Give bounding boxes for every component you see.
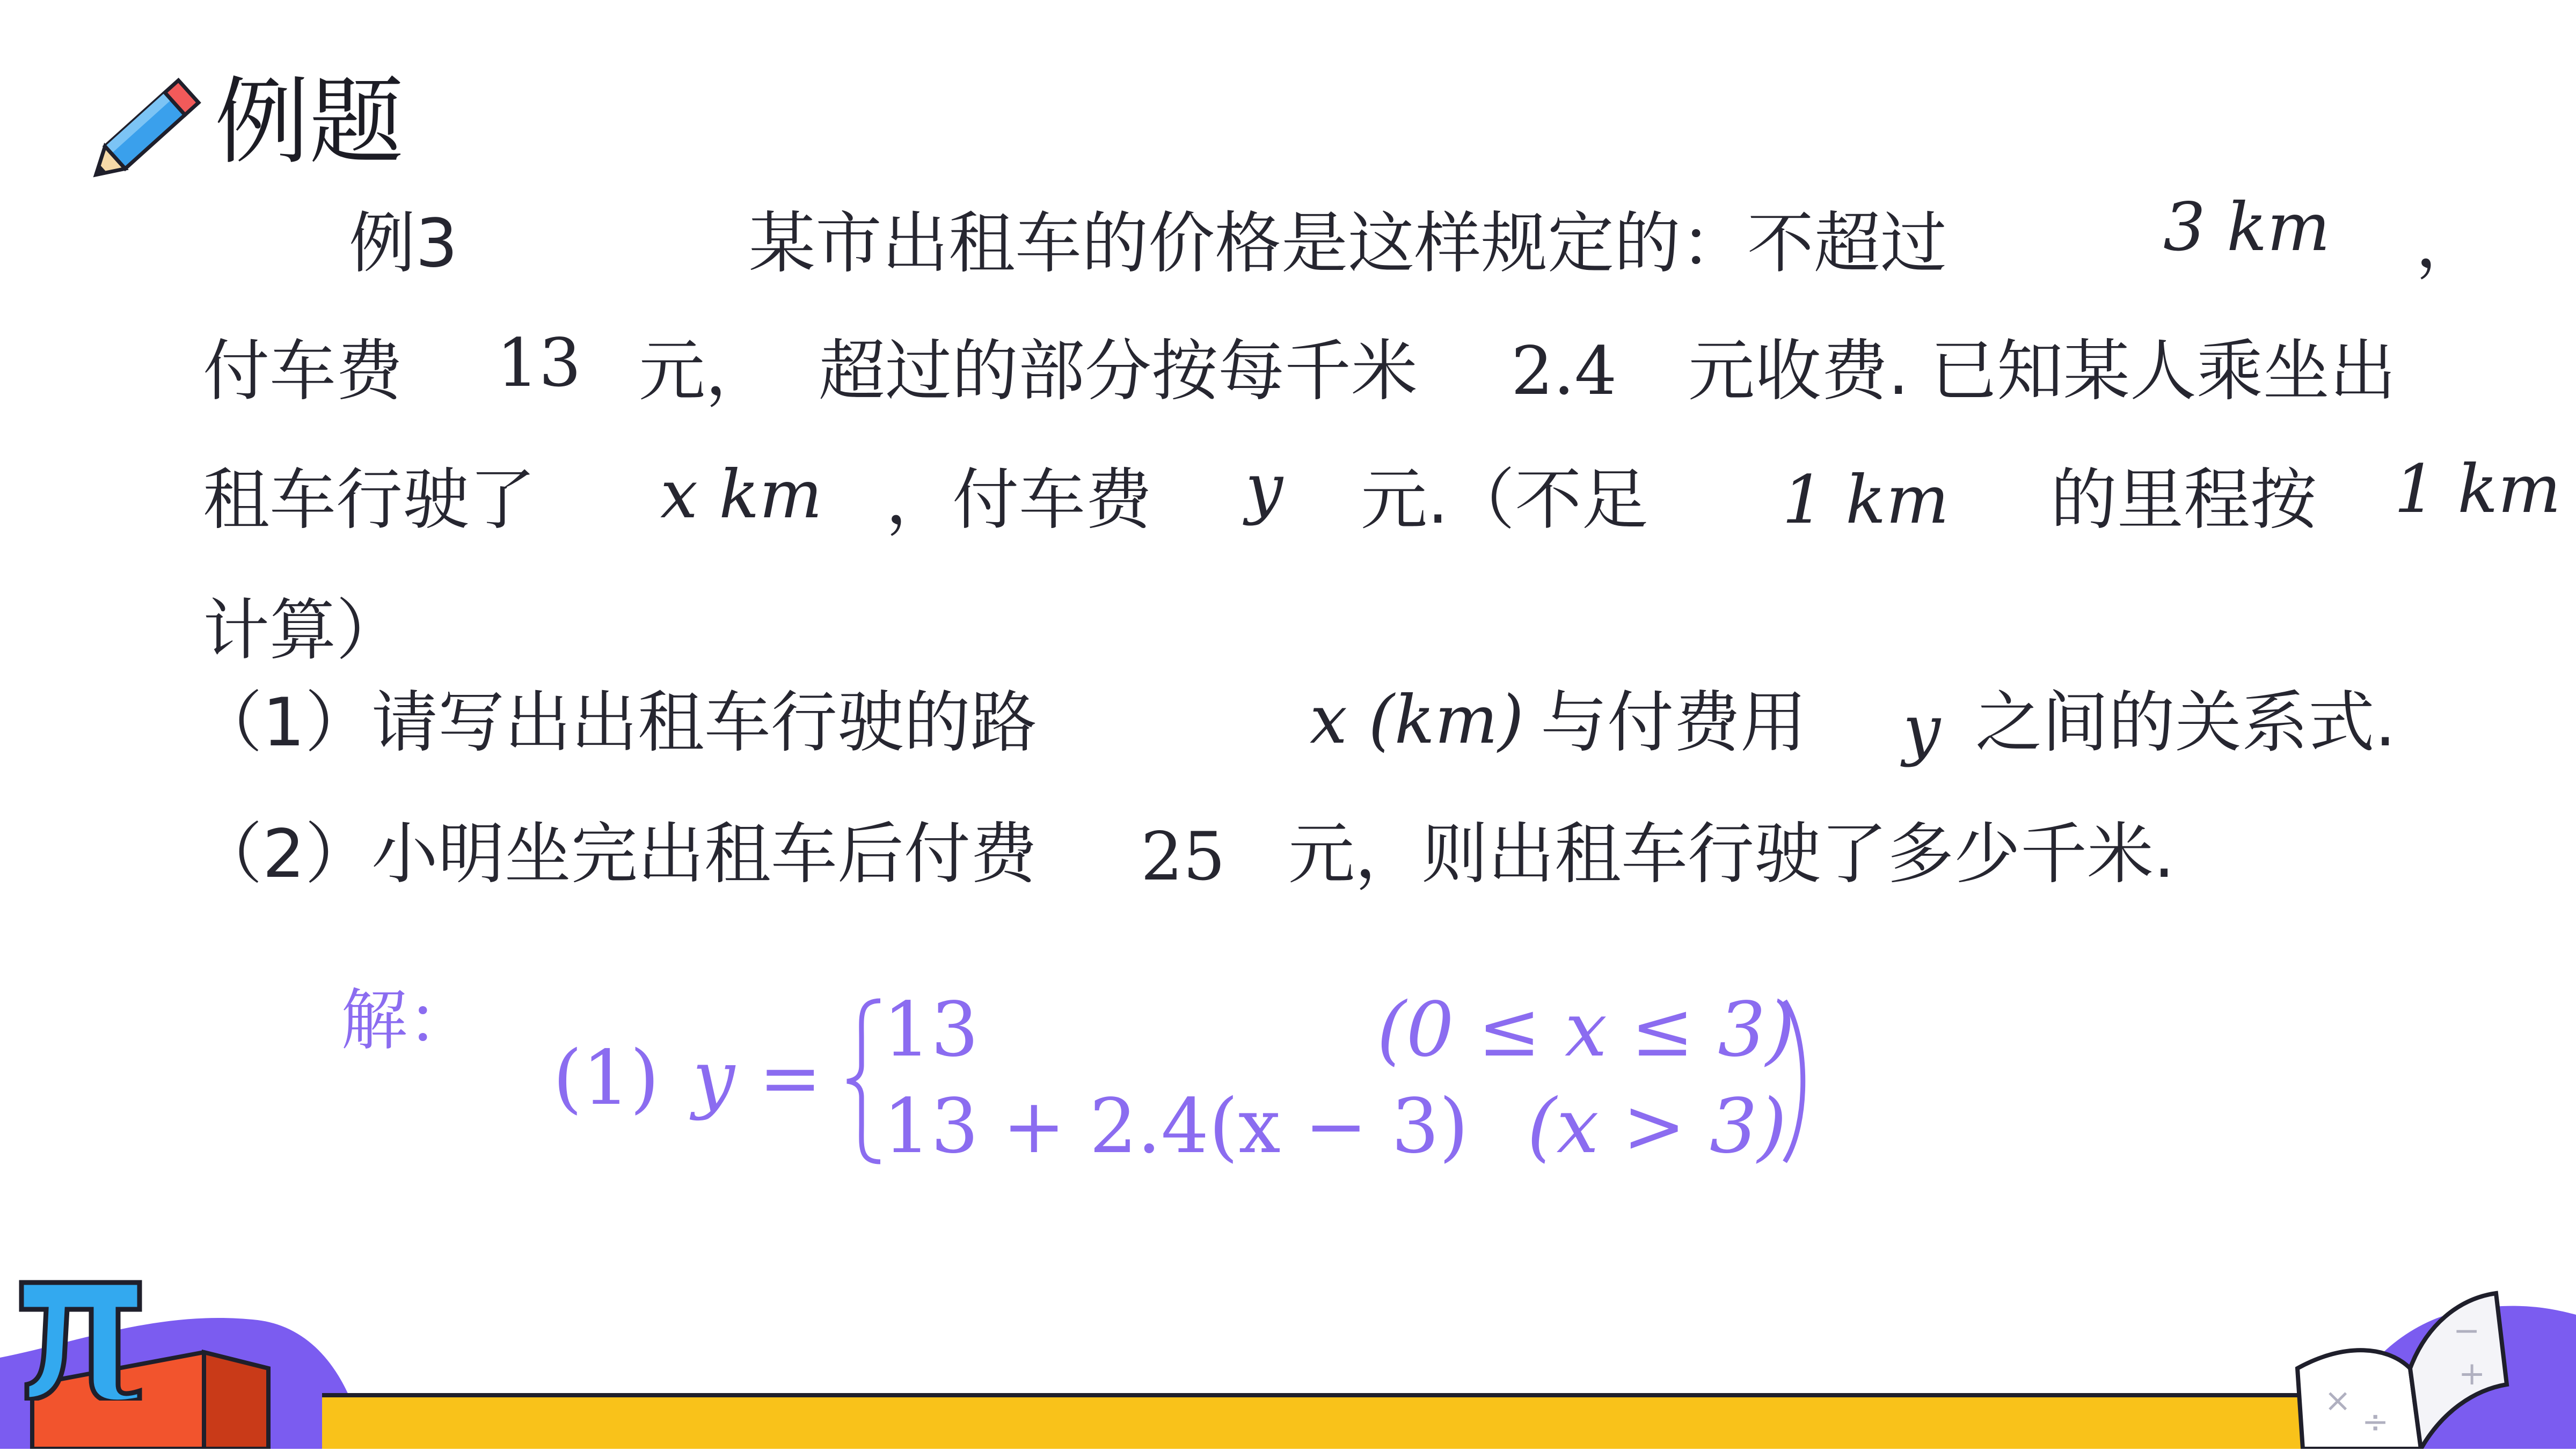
solution-lhs: y = [692, 1035, 822, 1122]
problem-line1-distance: 3 km [2163, 189, 2331, 266]
problem-line2-c: 超过的部分按每千米 [819, 333, 1418, 410]
problem-line2-b: 元， [639, 333, 772, 410]
case1-expression: 13 [883, 986, 979, 1074]
problem-line4: 计算） [203, 592, 403, 669]
problem-line3-d2: 1 km [2394, 451, 2562, 528]
problem-line3-x: x km [660, 456, 823, 533]
question1-x: x (km) [1310, 681, 1524, 759]
right-paren [1779, 995, 1812, 1167]
case1-condition: (0 ≤ x ≤ 3) [1377, 986, 1795, 1074]
problem-line3-c: 元.（不足 [1361, 461, 1648, 539]
problem-line3-y: y [1245, 450, 1283, 527]
problem-line1-comma: ， [2416, 205, 2483, 282]
left-brace [843, 995, 886, 1167]
solution-label: 解： [341, 982, 475, 1059]
problem-line2-d: 元收费. 已知某人乘坐出 [1688, 333, 2396, 410]
problem-line3-b: ，付车费 [886, 461, 1152, 539]
svg-text:×: × [2324, 1382, 2352, 1419]
question1-c: 之间的关系式. [1975, 684, 2396, 761]
solution-part: (1) [553, 1035, 660, 1122]
pi-icon [11, 1272, 150, 1401]
svg-text:−: − [2453, 1312, 2480, 1350]
example-label: 例3 [349, 205, 458, 282]
problem-line3-d1: 1 km [1782, 461, 1950, 539]
question2-b: 元，则出租车行驶了多少千米. [1288, 816, 2175, 893]
question2-a: （2）小明坐完出租车后付费 [196, 816, 1037, 893]
svg-text:+: + [2458, 1355, 2486, 1393]
pencil-icon [91, 64, 215, 182]
case2-condition: (x > 3) [1527, 1083, 1787, 1170]
question2-num: 25 [1141, 818, 1225, 896]
question1-y: y [1903, 691, 1941, 768]
question1-b: 与付费用 [1541, 684, 1807, 761]
problem-line1-text: 某市出租车的价格是这样规定的：不超过 [749, 205, 1947, 282]
problem-line3-e: 的里程按 [2050, 461, 2317, 539]
problem-line3-a: 租车行驶了 [203, 461, 536, 539]
problem-line2-fee: 13 [497, 325, 581, 402]
bottom-decoration [0, 1261, 2576, 1449]
case2-expression: 13 + 2.4(x − 3) [883, 1083, 1469, 1170]
svg-text:÷: ÷ [2362, 1403, 2389, 1441]
problem-line2-a: 付车费 [203, 333, 403, 410]
open-book-icon [2281, 1277, 2512, 1449]
question1-a: （1）请写出出租车行驶的路 [196, 684, 1037, 761]
page-title: 例题 [215, 67, 404, 177]
problem-line2-rate: 2.4 [1511, 333, 1617, 410]
